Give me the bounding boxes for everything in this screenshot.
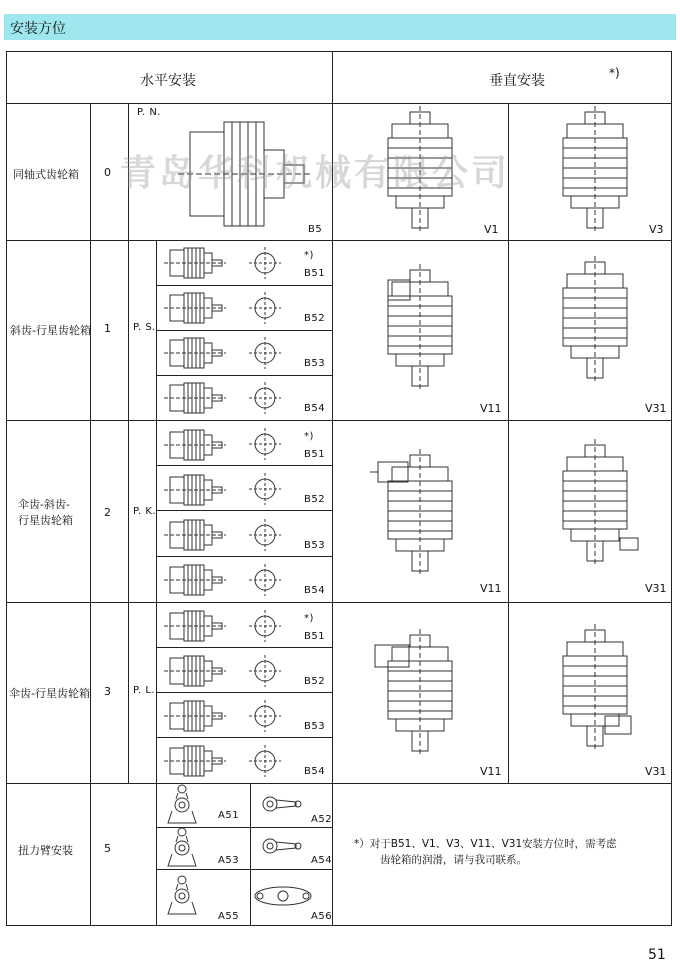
arm-label: A54 [311,855,333,866]
row-code: 3 [104,685,111,698]
row-code: 1 [104,322,111,335]
type-code: P. L. [133,685,156,696]
position-label: B5 [308,224,323,235]
note-line1: *）对于B51、V1、V3、V11、V31安装方位时，需考虑 [354,838,617,850]
watermark: 青岛华科机械有限公司 [120,153,511,194]
position-label: V11 [480,402,502,415]
lubrication-mark: *) [304,250,314,261]
row-code: 5 [104,842,111,855]
arm-label: A51 [218,810,240,821]
type-code: P. K. [133,506,157,517]
row-name: 斜齿-行星齿轮箱 [10,324,91,337]
position-label: B51 [304,631,326,642]
page-number: 51 [648,947,666,963]
position-label: B53 [304,721,326,732]
position-label: B53 [304,358,326,369]
position-label: B52 [304,676,326,687]
position-label: V11 [480,582,502,595]
header-vertical-mark: *) [609,66,620,80]
position-label: V31 [645,765,667,778]
position-label: V11 [480,765,502,778]
arm-label: A56 [311,911,333,922]
arm-label: A55 [218,911,240,922]
header-vertical: 垂直安装 [489,73,545,89]
row-code: 2 [104,506,111,519]
type-code: P. N. [137,107,161,118]
position-label: B51 [304,268,326,279]
position-label: V31 [645,402,667,415]
position-label: V3 [649,223,664,236]
row-name: 同轴式齿轮箱 [13,168,79,181]
arm-label: A53 [218,855,240,866]
header-horizontal: 水平安装 [140,73,196,89]
row-code: 0 [104,166,111,179]
position-label: B52 [304,313,326,324]
position-label: V1 [484,223,499,236]
gearbox-drawing-v3 [563,106,627,234]
position-label: B54 [304,403,326,414]
row-name: 扭力臂安装 [18,844,73,857]
row-name: 伞齿-行星齿轮箱 [9,687,90,700]
arm-label: A52 [311,814,333,825]
position-label: V31 [645,582,667,595]
position-label: B51 [304,449,326,460]
position-label: B54 [304,766,326,777]
lubrication-mark: *) [304,431,314,442]
section-title: 安装方位 [10,21,66,37]
note-line2: 齿轮箱的润滑，请与我司联系。 [380,854,527,866]
position-label: B53 [304,540,326,551]
position-label: B52 [304,494,326,505]
row-name-line1: 伞齿-斜齿- [18,498,70,511]
row-name-line2: 行星齿轮箱 [18,514,73,527]
lubrication-mark: *) [304,613,314,624]
type-code: P. S. [133,322,156,333]
position-label: B54 [304,585,326,596]
